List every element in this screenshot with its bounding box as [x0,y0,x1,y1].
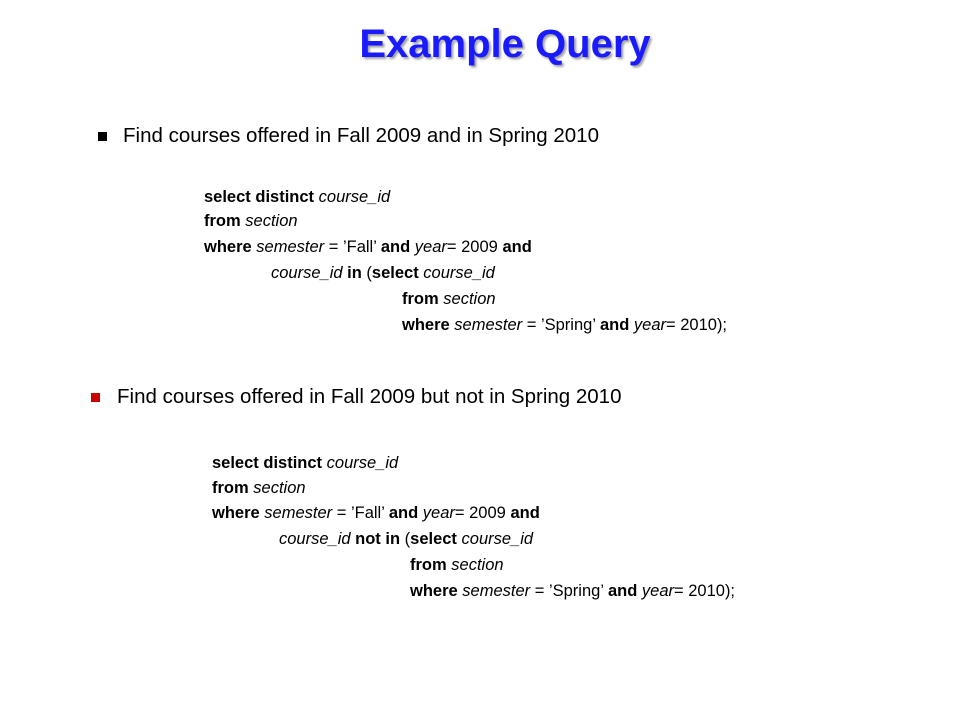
sql-identifier: course_id [318,188,391,206]
sql-identifier: year [633,316,667,334]
sql-keyword: select [410,530,457,548]
sql-keyword: and [510,504,540,522]
bullet-item-difference [91,385,621,409]
sql-identifier: course_id [461,530,534,548]
sql-keyword: select distinct [212,454,323,472]
sql-keyword: select [371,264,419,282]
query-line-subquery [271,260,495,286]
sql-identifier: semester [454,316,523,334]
square-bullet-icon [91,393,100,402]
bullet-text: Find courses offered in Fall 2009 but not in Spring 2010 [117,385,622,408]
query-line-from [204,208,298,234]
sql-literal: ( [404,530,411,548]
sql-keyword: in [347,264,362,282]
sql-keyword: from [410,556,447,574]
sql-literal: = 2009 [454,504,506,522]
sql-literal: = 2010); [666,316,728,334]
sql-identifier: year [414,238,447,256]
query-line-select [204,184,390,210]
sql-identifier: semester [264,504,333,522]
sql-identifier: section [245,212,298,230]
sql-literal: = 2010); [674,582,736,600]
query-line-from [212,475,306,501]
sql-literal: = ’Spring’ [526,316,596,334]
sql-keyword: and [502,238,532,256]
query-line-subquery-where [402,312,727,338]
slide-title: Example Query [359,22,651,66]
sql-keyword: where [212,504,260,522]
sql-identifier: semester [256,238,325,256]
sql-keyword: where [402,316,450,334]
sql-identifier: section [443,290,496,308]
sql-keyword: from [212,479,249,497]
bullet-item-intersection [98,124,599,148]
sql-identifier: year [641,582,675,600]
sql-keyword: and [380,238,411,256]
sql-identifier: course_id [279,530,351,548]
sql-keyword: select distinct [204,188,315,206]
sql-identifier: section [451,556,504,574]
sql-identifier: course_id [423,264,495,282]
sql-literal: = 2009 [446,238,498,256]
sql-keyword: and [607,582,638,600]
sql-identifier: course_id [271,264,343,282]
sql-literal: ( [366,264,372,282]
sql-keyword: where [410,582,458,600]
sql-keyword: and [599,316,630,334]
sql-identifier: year [422,504,455,522]
sql-identifier: section [253,479,306,497]
sql-literal: = ’Fall’ [328,238,377,256]
query-line-subquery-where [410,578,735,604]
query-line-select [212,450,398,476]
sql-keyword: from [204,212,241,230]
sql-literal: = ’Spring’ [534,582,604,600]
query-line-where [204,234,532,260]
query-line-subquery-from [410,552,504,578]
sql-keyword: not in [355,530,401,548]
sql-keyword: from [402,290,439,308]
sql-identifier: course_id [326,454,399,472]
square-bullet-icon [98,132,107,141]
sql-keyword: and [388,504,419,522]
sql-identifier: semester [462,582,531,600]
bullet-text: Find courses offered in Fall 2009 and in Spring 2010 [123,124,599,147]
sql-keyword: where [204,238,252,256]
query-line-subquery-from [402,286,496,312]
query-line-where [212,500,540,526]
query-line-subquery [279,526,533,552]
sql-literal: = ’Fall’ [336,504,385,522]
